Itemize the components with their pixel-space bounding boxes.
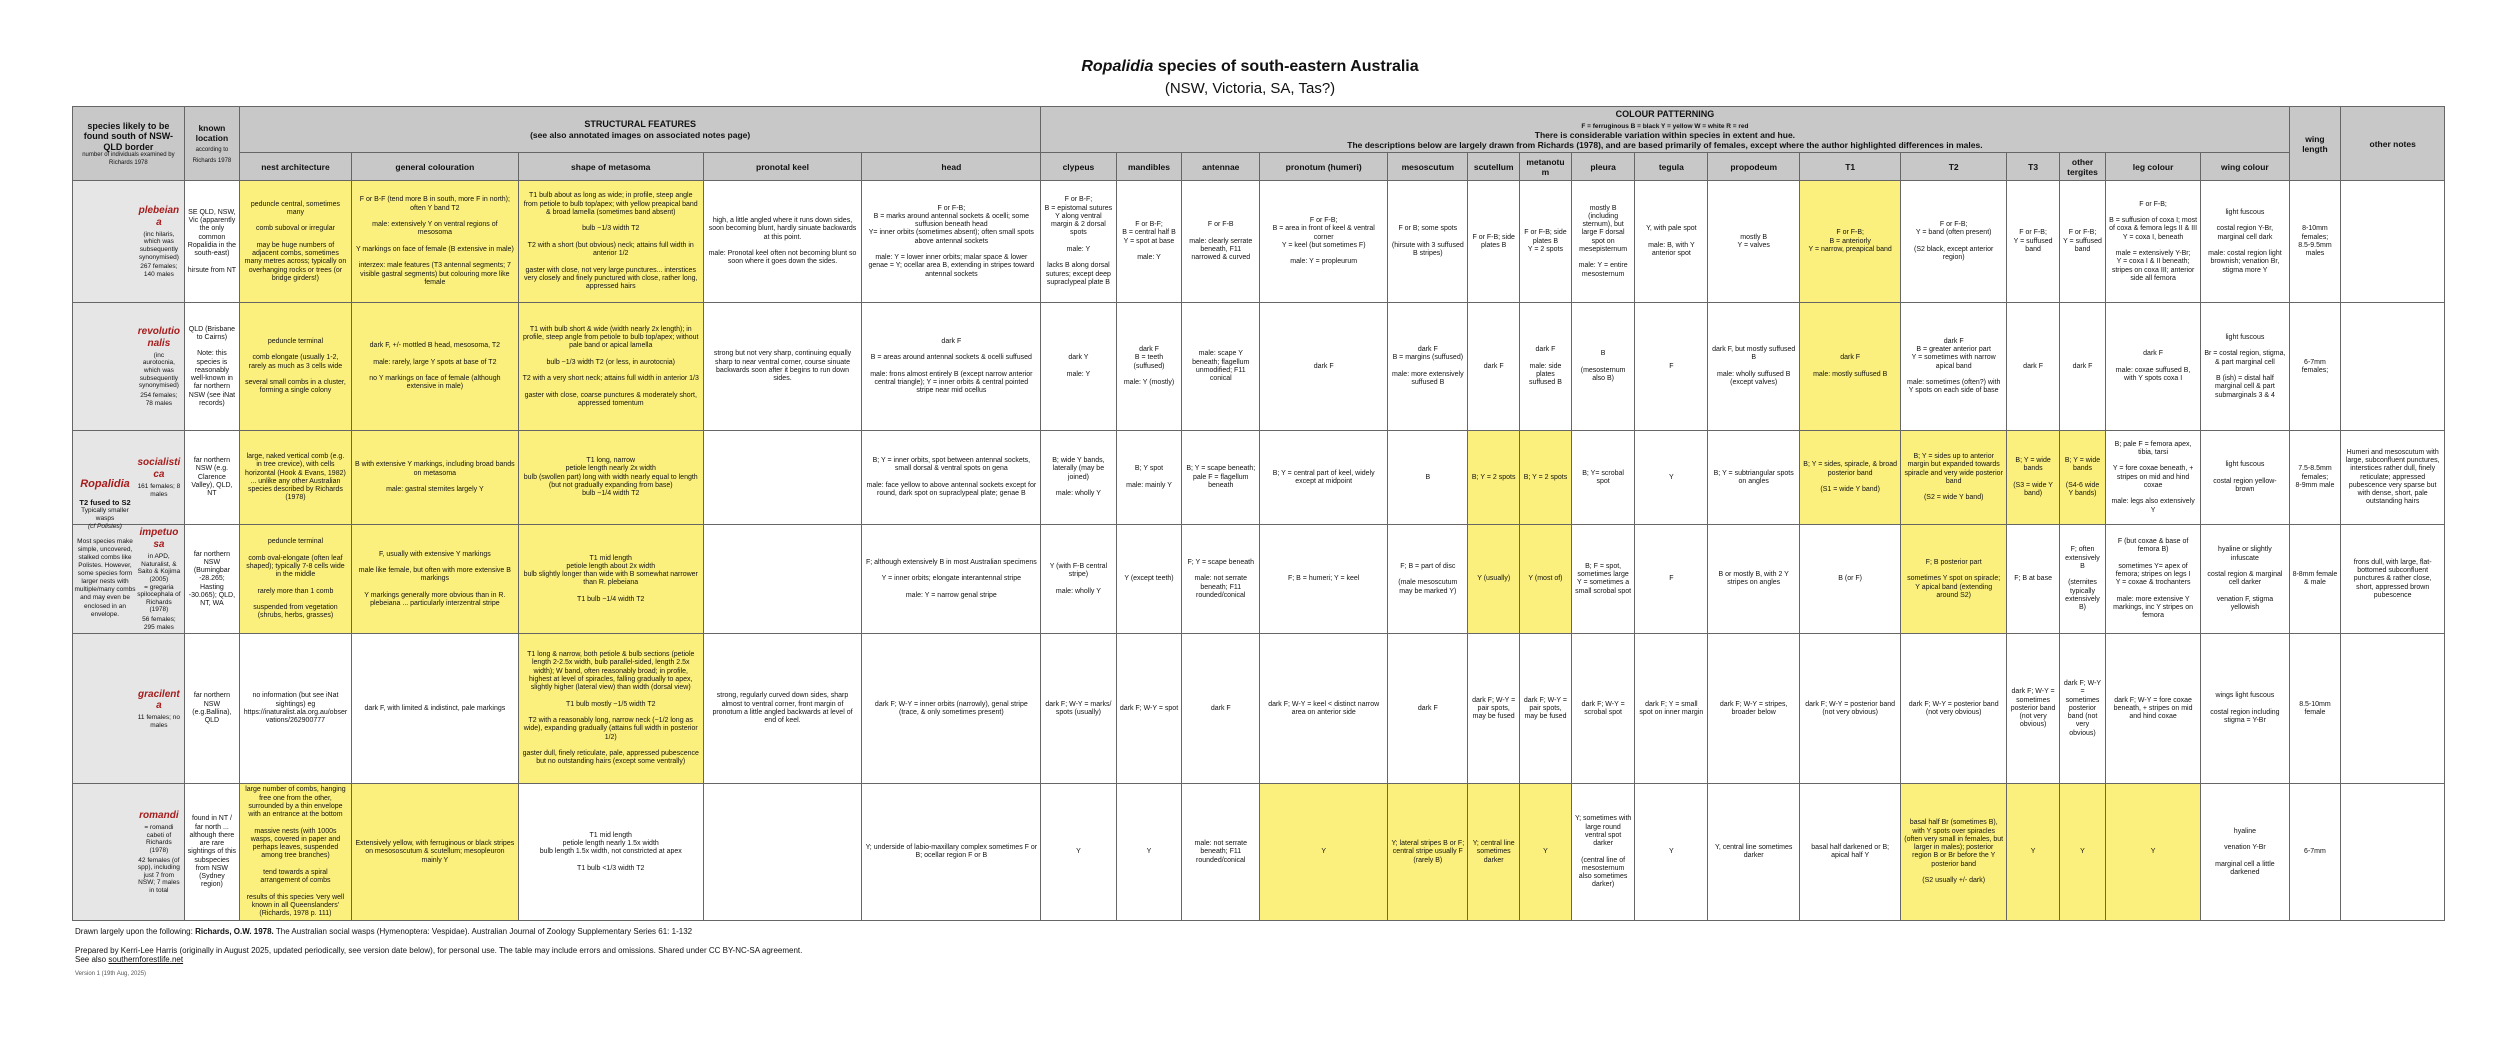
data-cell: [2341, 634, 2445, 784]
data-cell: [703, 431, 862, 525]
data-cell: Y (except teeth): [1116, 525, 1182, 634]
data-cell: T1 bulb about as long as wide; in profile, steep angle from petiole to bulb top/apex; with yellow preapical band & broad lamella (sometimes band absent) bulb ~1/3 width T2 T2 with a short (but obvious) neck; attains full width in anterior 1/2 gaster with close, not very large punctures... interstices very closely and finely punctured with close, rather long, appressed hairs: [518, 181, 703, 303]
data-cell: Y; underside of labio-maxillary complex sometimes F or B; ocellar region F or B: [862, 784, 1041, 921]
data-cell: frons dull, with large, flat-bottomed subconfluent punctures & rather close, short, appressed brown pubescence: [2341, 525, 2445, 634]
data-cell: Y, with pale spot male: B, with Y anterior spot: [1635, 181, 1708, 303]
location-cell: far northern NSW (e.g.Ballina), QLD: [184, 634, 239, 784]
data-cell: 8-8mm female & male: [2289, 525, 2341, 634]
page-subtitle: (NSW, Victoria, SA, Tas?): [1164, 80, 1336, 97]
footer-see-also-pre: See also: [75, 955, 107, 964]
header-col: mandibles: [1116, 153, 1182, 181]
data-cell: F; Y = scape beneath male: not serrate beneath; F11 rounded/conical: [1182, 525, 1260, 634]
data-cell: B; Y = inner orbits, spot between antennal sockets, small dorsal & ventral spots on gena male: face yellow to above antennal sockets except for round, dark spot on supraclypeal plate; genae B: [862, 431, 1041, 525]
specimen-count: 161 females; 8 males: [137, 482, 181, 498]
data-cell: wings light fuscous costal region including stigma = Y-Br: [2201, 634, 2289, 784]
data-cell: dark F; Y = small spot on inner margin: [1635, 634, 1708, 784]
data-cell: B; Y = wide bands (S4-6 wide Y bands): [2060, 431, 2106, 525]
data-cell: F or F-B; side plates B Y = 2 spots: [1520, 181, 1572, 303]
specimen-count: 11 females; no males: [137, 714, 180, 729]
data-cell: dark F: [1388, 634, 1468, 784]
header-col: mesoscutum: [1388, 153, 1468, 181]
data-cell: T1 mid length petiole length nearly 1.5x width bulb length 1.5x width, not constricted at apex T1 bulb <1/3 width T2: [518, 784, 703, 921]
header-col: pronotal keel: [703, 153, 862, 181]
data-cell: B; Y = sides up to anterior margin but expanded towards spiracle and very wide posterior band (S2 = wide Y band): [1901, 431, 2007, 525]
header-col: other tergites: [2060, 153, 2106, 181]
specimen-count: 56 females; 295 males: [142, 616, 176, 631]
data-cell: Y: [2060, 784, 2106, 921]
species-cell: [73, 634, 185, 784]
data-cell: B; Y= scrobal spot: [1571, 431, 1635, 525]
data-cell: basal half Br (sometimes B), with Y spots over spiracles (often very small in females, but larger in males); posterior region B or Br before the Y posterior band (S2 usually +/- dark): [1901, 784, 2007, 921]
data-cell: light fuscous costal region Y-Br, marginal cell dark male: costal region light brownish; venation Br, stigma more Y: [2201, 181, 2289, 303]
data-cell: F or F-B; Y = suffused band: [2060, 181, 2106, 303]
table-row: [73, 431, 2445, 525]
data-cell: B (or F): [1800, 525, 1901, 634]
data-cell: F: [1635, 525, 1708, 634]
data-cell: 8-10mm females; 8.5-9.5mm males: [2289, 181, 2341, 303]
data-cell: Y (usually): [1468, 525, 1520, 634]
header-columns-row: [73, 153, 2445, 181]
data-cell: Y: [2105, 784, 2200, 921]
data-cell: F: [1635, 303, 1708, 431]
data-cell: B; Y = 2 spots: [1520, 431, 1572, 525]
header-location: [184, 107, 239, 181]
data-cell: Y; lateral stripes B or F; central stripe usually F (rarely B): [1388, 784, 1468, 921]
data-cell: dark F; W-Y = pair spots, may be fused: [1520, 634, 1572, 784]
header-col: antennae: [1182, 153, 1260, 181]
data-cell: T1 long & narrow, both petiole & bulb sections (petiole length 2-2.5x width, bulb parallel-sided, length 2.5x width); W band, often reasonably broad; in profile, highest at level of spiracles, falling gradually to apex, slightly higher (lateral view) than width (dorsal view) T1 bulb mostly ~1/5 width T2 T2 with a reasonably long, narrow neck (~1/2 long as wide), expanding gradually (attains full width in posterior 1/2) gaster dull, finely reticulate, pale, appressed pubescence but no outstanding hairs (except some ventrally): [518, 634, 703, 784]
table-row: [73, 181, 2445, 303]
data-cell: strong but not very sharp, continuing equally sharp to near ventral corner, course sinuate backwards soon after it begins to run down sides.: [703, 303, 862, 431]
data-cell: F; B posterior part sometimes Y spot on spiracle; Y apical band (extending around S2): [1901, 525, 2007, 634]
header-colour-note1: There is considerable variation within species in extent and hue.: [1534, 130, 1796, 141]
data-cell: dark F, but mostly suffused B male: wholly suffused B (except valves): [1708, 303, 1800, 431]
data-cell: peduncle terminal comb oval-elongate (often leaf shaped); typically 7-8 cells wide in the middle rarely more than 1 comb suspended from vegetation (shrubs, herbs, grasses): [240, 525, 352, 634]
data-cell: dark F: [2007, 303, 2060, 431]
header-col: T2: [1901, 153, 2007, 181]
table-row: [73, 784, 2445, 921]
data-cell: dark F: [1468, 303, 1520, 431]
data-cell: mostly B Y = valves: [1708, 181, 1800, 303]
header-colour: [1041, 107, 2289, 153]
data-cell: large, naked vertical comb (e.g. in tree crevice), with cells horizontal (Hook & Evans, 1982) ... unlike any other Australian species described by Richards (1978): [240, 431, 352, 525]
species-synonym: = romandi cabeti of Richards (1978): [144, 823, 174, 854]
species-cell: [73, 784, 185, 921]
data-cell: hyaline or slightly infuscate costal region & marginal cell darker venation F, stigma yellowish: [2201, 525, 2289, 634]
header-col: metanotum: [1520, 153, 1572, 181]
data-cell: [2341, 181, 2445, 303]
footer-version: Version 1 (19th Aug, 2025): [75, 971, 147, 977]
data-cell: male: not serrate beneath; F11 rounded/conical: [1182, 784, 1260, 921]
data-cell: Y, central line sometimes darker: [1708, 784, 1800, 921]
species-name: socialistica: [137, 457, 181, 481]
data-cell: Y: [1520, 784, 1572, 921]
data-cell: F or B; some spots (hirsute with 3 suffused B stripes): [1388, 181, 1468, 303]
header-col: wing colour: [2201, 153, 2289, 181]
data-cell: dark F; W-Y = marks/ spots (usually): [1041, 634, 1116, 784]
data-cell: Y: [1635, 784, 1708, 921]
table-row: [73, 525, 2445, 634]
data-cell: Y: [1260, 784, 1388, 921]
data-cell: F or B-F (tend more B in south, more F in north); often Y band T2 male: extensively Y on ventral regions of mesosoma Y markings on face of female (B extensive in male) interzex: male features (T3 antennal segments; 7 visible gastral segments) but colouring more like female: [351, 181, 518, 303]
data-cell: B; wide Y bands, laterally (may be joined) male: wholly Y: [1041, 431, 1116, 525]
header-col: shape of metasoma: [518, 153, 703, 181]
data-cell: F or B-F; B = central half B Y = spot at base male: Y: [1116, 181, 1182, 303]
species-name: impetuosa: [139, 527, 179, 551]
location-cell: found in NT / far north ... although there are rare sightings of this subspecies from NSW (Sydney region): [184, 784, 239, 921]
data-cell: F or B-F; B = epistomal sutures Y along ventral margin & 2 dorsal spots male: Y lacks B along dorsal sutures; except deep supraclypeal plate B: [1041, 181, 1116, 303]
footer-ref-pre: Drawn largely upon the following:: [75, 927, 193, 936]
data-cell: B or mostly B, with 2 Y stripes on angles: [1708, 525, 1800, 634]
location-cell: far northern NSW (Bumingbar -28.265; Hasting -30.065); QLD, NT, WA: [184, 525, 239, 634]
title-genus: Ropalidia: [1081, 58, 1154, 75]
data-cell: dark F; W-Y = scrobal spot: [1571, 634, 1635, 784]
data-cell: Extensively yellow, with ferruginous or black stripes on mesososcutum & scutellum; mesopleuron mainly Y: [351, 784, 518, 921]
footer-prepared: Prepared by Kerri-Lee Harris (originally in August 2025, updated periodically, see version date below), for personal use. The table may include errors and omissions. Shared under CC BY-NC-SA agreement.: [75, 946, 803, 955]
species-cell: [73, 303, 185, 431]
genus-name: Ropalidia: [80, 478, 130, 490]
header-col: scutellum: [1468, 153, 1520, 181]
data-cell: B with extensive Y markings, including broad bands on metasoma male: gastral sternites largely Y: [351, 431, 518, 525]
data-cell: dark F, +/- mottled B head, mesosoma, T2 male: rarely, large Y spots at base of T2 no Y markings on face of female (although extensive in male): [351, 303, 518, 431]
species-name: romandi: [139, 810, 179, 822]
data-cell: dark F; W-Y = keel < distinct narrow area on anterior side: [1260, 634, 1388, 784]
data-cell: F, usually with extensive Y markings male like female, but often with more extensive B markings Y markings generally more obvious than in R. plebeiana ... particularly interzentral stripe: [351, 525, 518, 634]
data-cell: 6-7mm: [2289, 784, 2341, 921]
data-cell: mostly B (including sternum), but large F dorsal spot on mesepisternum male: Y = entire mesosternum: [1571, 181, 1635, 303]
data-cell: B; pale F = femora apex, tibia, tarsi Y = fore coxae beneath, + stripes on mid and hind coxae male: legs also extensively Y: [2105, 431, 2200, 525]
data-cell: F; often extensively B (sternites typically extensively B): [2060, 525, 2106, 634]
data-cell: basal half darkened or B; apical half Y: [1800, 784, 1901, 921]
genus-line2: Typically smaller wasps: [81, 507, 129, 523]
data-cell: F or F-B; B = anteriorly Y = narrow, preapical band: [1800, 181, 1901, 303]
data-cell: no information (but see iNat sightings) eg https://inaturalist.ala.org.au/observations/262900777: [240, 634, 352, 784]
data-cell: dark F B = areas around antennal sockets & ocelli suffused male: frons almost entirely B (except narrow anterior central triangle); Y = inner orbits & central pointed stripe near mid ocellus: [862, 303, 1041, 431]
header-other-notes: other notes: [2341, 107, 2445, 181]
data-cell: dark F; W-Y = posterior band (not very obvious): [1901, 634, 2007, 784]
data-cell: dark F; W-Y = posterior band (not very obvious): [1800, 634, 1901, 784]
location-cell: SE QLD, NSW, Vic (apparently the only common Ropalidia in the south-east) hirsute from NT: [184, 181, 239, 303]
header-location-text: known location: [195, 122, 229, 143]
data-cell: peduncle terminal comb elongate (usually 1-2, rarely as much as 3 cells wide several small combs in a cluster, forming a single colony: [240, 303, 352, 431]
data-cell: dark F; W-Y = sometimes posterior band (not very obvious): [2007, 634, 2060, 784]
data-cell: [703, 784, 862, 921]
data-cell: B; Y = 2 spots: [1468, 431, 1520, 525]
header-species-note: number of individuals examined by Richards 1978: [82, 152, 175, 166]
specimen-count: 42 females (of spp), including just 7 from NSW; 7 males in total: [137, 856, 180, 895]
species-name: gracilenta: [138, 688, 180, 712]
data-cell: large number of combs, hanging free one from the other, surrounded by a thin envelope with an entrance at the bottom massive nests (with 1000s wasps, covered in paper and perhaps leaves, suspended among tree branches) tend towards a spiral arrangement of combs results of this species 'very well known in all Queenslanders' (Richards, 1978 p. 111): [240, 784, 352, 921]
data-cell: B; Y = sides, spiracle, & broad posterior band (S1 = wide Y band): [1800, 431, 1901, 525]
data-cell: dark Y male: Y: [1041, 303, 1116, 431]
data-cell: dark F; W-Y = stripes, broader below: [1708, 634, 1800, 784]
data-cell: F; B = humeri; Y = keel: [1260, 525, 1388, 634]
data-cell: F or F-B; Y = band (often present) (S2 black, except anterior region): [1901, 181, 2007, 303]
data-cell: dark F male: coxae suffused B, with Y spots coxa I: [2105, 303, 2200, 431]
genus-note: Most species make simple, uncovered, stalked combs like Polistes. However, some species form larger nests with multiple/many combs and may even be enclosed in an envelope.: [74, 537, 136, 618]
header-col: leg colour: [2105, 153, 2200, 181]
data-cell: dark F male: side plates suffused B: [1520, 303, 1572, 431]
table-row: [73, 634, 2445, 784]
data-cell: F (but coxae & base of femora B) sometimes Y= apex of femora; stripes on legs I Y = coxae & trochanters male: more extensive Y markings, inc Y stripes on femora: [2105, 525, 2200, 634]
data-cell: Y (with F-B central stripe) male: wholly Y: [1041, 525, 1116, 634]
data-cell: Y; central line sometimes darker: [1468, 784, 1520, 921]
data-cell: F; B = part of disc (male mesoscutum may be marked Y): [1388, 525, 1468, 634]
data-cell: hyaline venation Y-Br marginal cell a little darkened: [2201, 784, 2289, 921]
header-structural-note: (see also annotated images on associated notes page): [530, 129, 751, 140]
species-synonym: (inc aurotocnia, which was subsequently synonymised): [138, 351, 179, 390]
footer-ref-author: Richards, O.W. 1978.: [195, 927, 274, 936]
data-cell: B: [1388, 431, 1468, 525]
header-col: nest architecture: [240, 153, 352, 181]
data-cell: Y: [1116, 784, 1182, 921]
header-col: T3: [2007, 153, 2060, 181]
data-cell: dark F; W-Y = spot: [1116, 634, 1182, 784]
genus-line3: (cf Polistes): [88, 523, 122, 531]
data-cell: dark F; W-Y = fore coxae beneath, + stripes on mid and hind coxae: [2105, 634, 2200, 784]
page-title: [0, 58, 2500, 76]
header-col: pronotum (humeri): [1260, 153, 1388, 181]
data-cell: light fuscous costal region yellow-brown: [2201, 431, 2289, 525]
header-col: T1: [1800, 153, 1901, 181]
data-cell: Y: [2007, 784, 2060, 921]
header-col: head: [862, 153, 1041, 181]
data-cell: F or F-B; B = suffusion of coxa I; most of coxa & femora legs II & III Y = coxa I, beneath male = extensively Y-Br; Y = coxa I & II beneath; stripes on coxa III; anterior side all femora: [2105, 181, 2200, 303]
data-cell: F; although extensively B in most Australian specimens Y = inner orbits; elongate interantennal stripe male: Y = narrow genal stripe: [862, 525, 1041, 634]
footer-link[interactable]: southernforestlife.net: [108, 955, 184, 964]
header-col: general colouration: [351, 153, 518, 181]
data-cell: F or F-B; B = area in front of keel & ventral corner Y = keel (but sometimes F) male: Y = propleurum: [1260, 181, 1388, 303]
data-cell: T1 long, narrow petiole length nearly 2x width bulb (swollen part) long with width nearly equal to length (but not gradually expanding from base) bulb ~1/4 width T2: [518, 431, 703, 525]
genus-line1: T2 fused to S2: [79, 497, 131, 507]
table-row: [73, 303, 2445, 431]
header-colour-note2: The descriptions below are largely drawn from Richards (1978), and are based primarily of females, except where the author highlighted differences in males.: [1347, 140, 1983, 151]
species-synonym: in APD, Naturalist, & Saito & Kojima (2005) = gregaria spilocephala of Richards (1978): [137, 552, 181, 614]
header-col: clypeus: [1041, 153, 1116, 181]
species-cell: [73, 181, 185, 303]
data-cell: Y: [1635, 431, 1708, 525]
data-cell: strong, regularly curved down sides, sharp almost to ventral corner, front margin of pronotum a little angled backwards at level of end of keel.: [703, 634, 862, 784]
data-cell: F or F-B; Y = suffused band: [2007, 181, 2060, 303]
data-cell: F; B at base: [2007, 525, 2060, 634]
data-cell: F or F-B; B = marks around antennal sockets & ocelli; some suffusion beneath head Y= inner orbits (sometimes absent); often small spots above antennal sockets male: Y = lower inner orbits; malar space & lower genae = Y; ocellar area B, extending in stripes toward antennal sockets: [862, 181, 1041, 303]
data-cell: dark F: [1182, 634, 1260, 784]
species-name: plebeiana: [138, 205, 180, 228]
location-cell: QLD (Brisbane to Cairns) Note: this species is reasonably well-known in far northern NSW (see iNat records): [184, 303, 239, 431]
data-cell: dark F; W-Y = inner orbits (narrowly), genal stripe (trace, & only sometimes present): [862, 634, 1041, 784]
genus-cell: [74, 478, 136, 619]
header-structural-title: STRUCTURAL FEATURES: [584, 119, 696, 130]
data-cell: male: scape Y beneath; flagellum unmodified; F11 conical: [1182, 303, 1260, 431]
data-cell: T1 mid length petiole length about 2x width bulb slightly longer than wide with B somewhat narrower than R. plebeiana T1 bulb ~1/4 width T2: [518, 525, 703, 634]
data-cell: Humeri and mesoscutum with large, subconfluent punctures, interstices rather dull, finely reticulate; appressed pubescence very sparse but with dense, short, pale outstanding hairs: [2341, 431, 2445, 525]
data-cell: dark F: [1260, 303, 1388, 431]
data-cell: dark F, with limited & indistinct, pale markings: [351, 634, 518, 784]
data-cell: 8.5-10mm female: [2289, 634, 2341, 784]
data-cell: T1 with bulb short & wide (width nearly 2x length); in profile, steep angle from petiole to bulb top/apex; without pale band or apical lamella bulb ~1/3 width T2 (or less, in aurotocnia) T2 with a very short neck; attains full width in anterior 1/3 gaster with close, coarse punctures & moderately short, appressed tomentum: [518, 303, 703, 431]
data-cell: [2341, 303, 2445, 431]
data-cell: 6-7mm females;: [2289, 303, 2341, 431]
data-cell: dark F B = margins (suffused) male: more extensively suffused B: [1388, 303, 1468, 431]
data-cell: B; Y = central part of keel, widely except at midpoint: [1260, 431, 1388, 525]
data-cell: Y (most of): [1520, 525, 1572, 634]
header-species: [73, 107, 185, 181]
data-cell: light fuscous Br = costal region, stigma, & part marginal cell B (ish) = distal half marginal cell & part submarginals 3 & 4: [2201, 303, 2289, 431]
footer-reference: [75, 927, 692, 936]
data-cell: dark F; W-Y = sometimes posterior band (not very obvious): [2060, 634, 2106, 784]
data-cell: 7.5-8.5mm females; 8-9mm male: [2289, 431, 2341, 525]
header-wing-length: wing length: [2289, 107, 2341, 181]
data-cell: dark F B = greater anterior part Y = sometimes with narrow apical band male: sometimes (often?) with Y spots on each side of base: [1901, 303, 2007, 431]
table-body: [73, 181, 2445, 921]
header-colour-key: F = ferruginous B = black Y = yellow W = white R = red: [1581, 122, 1749, 130]
location-cell: far northern NSW (e.g. Clarence Valley), QLD, NT: [184, 431, 239, 525]
header-group-row: [73, 107, 2445, 153]
data-cell: dark F; W-Y = pair spots, may be fused: [1468, 634, 1520, 784]
species-synonym: (inc hilaris, which was subsequently synonymised): [138, 230, 179, 261]
specimen-count: 254 females; 78 males: [140, 392, 178, 407]
footer-see-also: [75, 955, 183, 964]
data-cell: B; Y = scape beneath; pale F = flagellum beneath: [1182, 431, 1260, 525]
header-location-note: according to Richards 1978: [192, 146, 232, 164]
data-cell: dark F: [2060, 303, 2106, 431]
data-cell: B; Y spot male: mainly Y: [1116, 431, 1182, 525]
data-cell: Y: [1041, 784, 1116, 921]
data-cell: dark F male: mostly suffused B: [1800, 303, 1901, 431]
data-cell: B; Y = subtriangular spots on angles: [1708, 431, 1800, 525]
data-cell: high, a little angled where it runs down sides, soon becoming blunt, hardly sinuate backwards at this point. male: Pronotal keel often not becoming blunt so soon where it goes down the sides.: [703, 181, 862, 303]
data-cell: F or F-B; side plates B: [1468, 181, 1520, 303]
data-cell: Y; sometimes with large round ventral spot darker (central line of mesosternum also sometimes darker): [1571, 784, 1635, 921]
data-cell: B (mesosternum also B): [1571, 303, 1635, 431]
header-colour-title: COLOUR PATTERNING: [1615, 109, 1715, 119]
header-col: propodeum: [1708, 153, 1800, 181]
title-rest: species of south-eastern Australia: [1157, 58, 1419, 75]
species-table: [72, 106, 2445, 921]
data-cell: peduncle central, sometimes many comb suboval or irregular may be huge numbers of adjacent combs, sometimes many metres across; typically on overhanging rocks or trees (or bridge girders!): [240, 181, 352, 303]
header-species-text: species likely to be found south of NSW-QLD border: [83, 120, 174, 152]
header-col: tegula: [1635, 153, 1708, 181]
species-name: revolutionalis: [137, 326, 180, 349]
header-structural: [240, 107, 1041, 153]
data-cell: dark F B = teeth (suffused) male: Y (mostly): [1116, 303, 1182, 431]
data-cell: [703, 525, 862, 634]
specimen-count: 267 females; 140 males: [140, 263, 178, 278]
footer-ref-post: The Australian social wasps (Hymenoptera: Vespidae). Australian Journal of Zoology Supplementary Series 61: 1-132: [275, 927, 693, 936]
data-cell: F or F-B male: clearly serrate beneath, F11 narrowed & curved: [1182, 181, 1260, 303]
data-cell: B; F = spot, sometimes large Y = sometimes a small scrobal spot: [1571, 525, 1635, 634]
header-col: pleura: [1571, 153, 1635, 181]
data-cell: [2341, 784, 2445, 921]
data-cell: B; Y = wide bands (S3 = wide Y band): [2007, 431, 2060, 525]
